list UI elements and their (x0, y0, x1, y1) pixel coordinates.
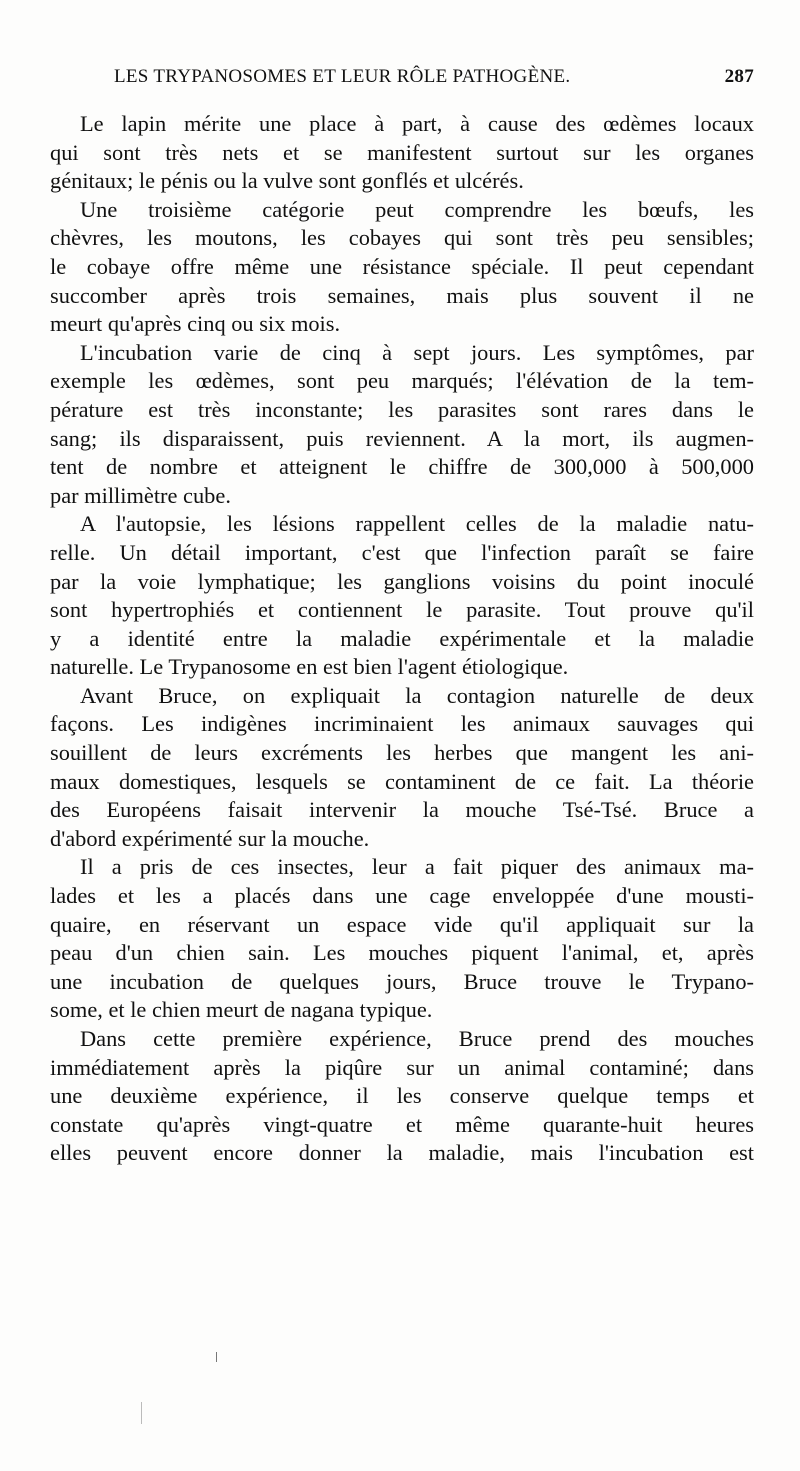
text-line: lades et les a placés dans une cage enveloppée d'une mousti- (50, 883, 754, 909)
text-line: some, et le chien meurt de nagana typique. (50, 997, 433, 1023)
text-line: d'abord expérimenté sur la mouche. (50, 825, 370, 851)
paragraph-5 (50, 682, 754, 854)
text-line: chèvres, les moutons, les cobayes qui sont très peu sensibles; (50, 225, 754, 251)
text-line: des Européens faisait intervenir la mouche Tsé-Tsé. Bruce a (50, 797, 754, 823)
text-line: tent de nombre et atteignent le chiffre de 300,000 à 500,000 (50, 454, 754, 480)
text-line: elles peuvent encore donner la maladie, mais l'incubation est (50, 1140, 754, 1166)
text-line: Il a pris de ces insectes, leur a fait piquer des animaux ma- (80, 854, 754, 880)
scan-mark (141, 1402, 142, 1424)
text-line: naturelle. Le Trypanosome en est bien l'agent étiologique. (50, 654, 569, 680)
text-line: qui sont très nets et se manifestent surtout sur les organes (50, 139, 754, 165)
text-line: souillent de leurs excréments les herbes que mangent les ani- (50, 740, 754, 766)
text-line: constate qu'après vingt-quatre et même quarante-huit heures (50, 1111, 754, 1137)
text-line: quaire, en réservant un espace vide qu'il appliquait sur la (50, 911, 754, 937)
text-line: immédiatement après la piqûre sur un animal contaminé; dans (50, 1054, 754, 1080)
text-line: sang; ils disparaissent, puis reviennent. A la mort, ils augmen- (50, 425, 754, 451)
paragraph-1 (50, 110, 754, 196)
paragraph-6 (50, 853, 754, 1025)
text-line: L'incubation varie de cinq à sept jours. Les symptômes, par (80, 339, 754, 365)
text-line: succomber après trois semaines, mais plus souvent il ne (50, 282, 754, 308)
paragraph-7 (50, 1025, 754, 1168)
page-number: 287 (724, 66, 754, 87)
text-line: relle. Un détail important, c'est que l'infection paraît se faire (50, 539, 754, 565)
text-line: peau d'un chien sain. Les mouches piquent l'animal, et, après (50, 940, 754, 966)
scan-mark (216, 1352, 217, 1362)
body-text (50, 110, 754, 1168)
text-line: le cobaye offre même une résistance spéciale. Il peut cependant (50, 253, 754, 279)
text-line: maux domestiques, lesquels se contaminent de ce fait. La théorie (50, 768, 754, 794)
running-header (114, 66, 754, 94)
paragraph-4 (50, 510, 754, 682)
paragraph-2 (50, 196, 754, 339)
text-line: sont hypertrophiés et contiennent le parasite. Tout prouve qu'il (50, 597, 754, 623)
text-line: meurt qu'après cinq ou six mois. (50, 311, 341, 337)
text-line: Une troisième catégorie peut comprendre les bœufs, les (80, 196, 754, 222)
text-line: pérature est très inconstante; les parasites sont rares dans le (50, 396, 754, 422)
text-line: façons. Les indigènes incriminaient les animaux sauvages qui (50, 711, 754, 737)
paragraph-3 (50, 339, 754, 511)
text-line: par millimètre cube. (50, 482, 231, 508)
text-line: une incubation de quelques jours, Bruce trouve le Trypano- (50, 968, 754, 994)
text-line: par la voie lymphatique; les ganglions voisins du point inoculé (50, 568, 754, 594)
text-line: Avant Bruce, on expliquait la contagion naturelle de deux (80, 682, 754, 708)
text-line: exemple les œdèmes, sont peu marqués; l'élévation de la tem- (50, 368, 754, 394)
running-title: LES TRYPANOSOMES ET LEUR RÔLE PATHOGÈNE. (114, 66, 571, 87)
text-line: Le lapin mérite une place à part, à cause des œdèmes locaux (80, 111, 754, 136)
text-line: Dans cette première expérience, Bruce prend des mouches (80, 1026, 754, 1051)
text-line: A l'autopsie, les lésions rappellent celles de la maladie natu- (80, 511, 754, 537)
text-line: une deuxième expérience, il les conserve quelque temps et (50, 1083, 754, 1109)
text-line: génitaux; le pénis ou la vulve sont gonflés et ulcérés. (50, 168, 524, 194)
text-line: y a identité entre la maladie expérimentale et la maladie (50, 625, 754, 651)
